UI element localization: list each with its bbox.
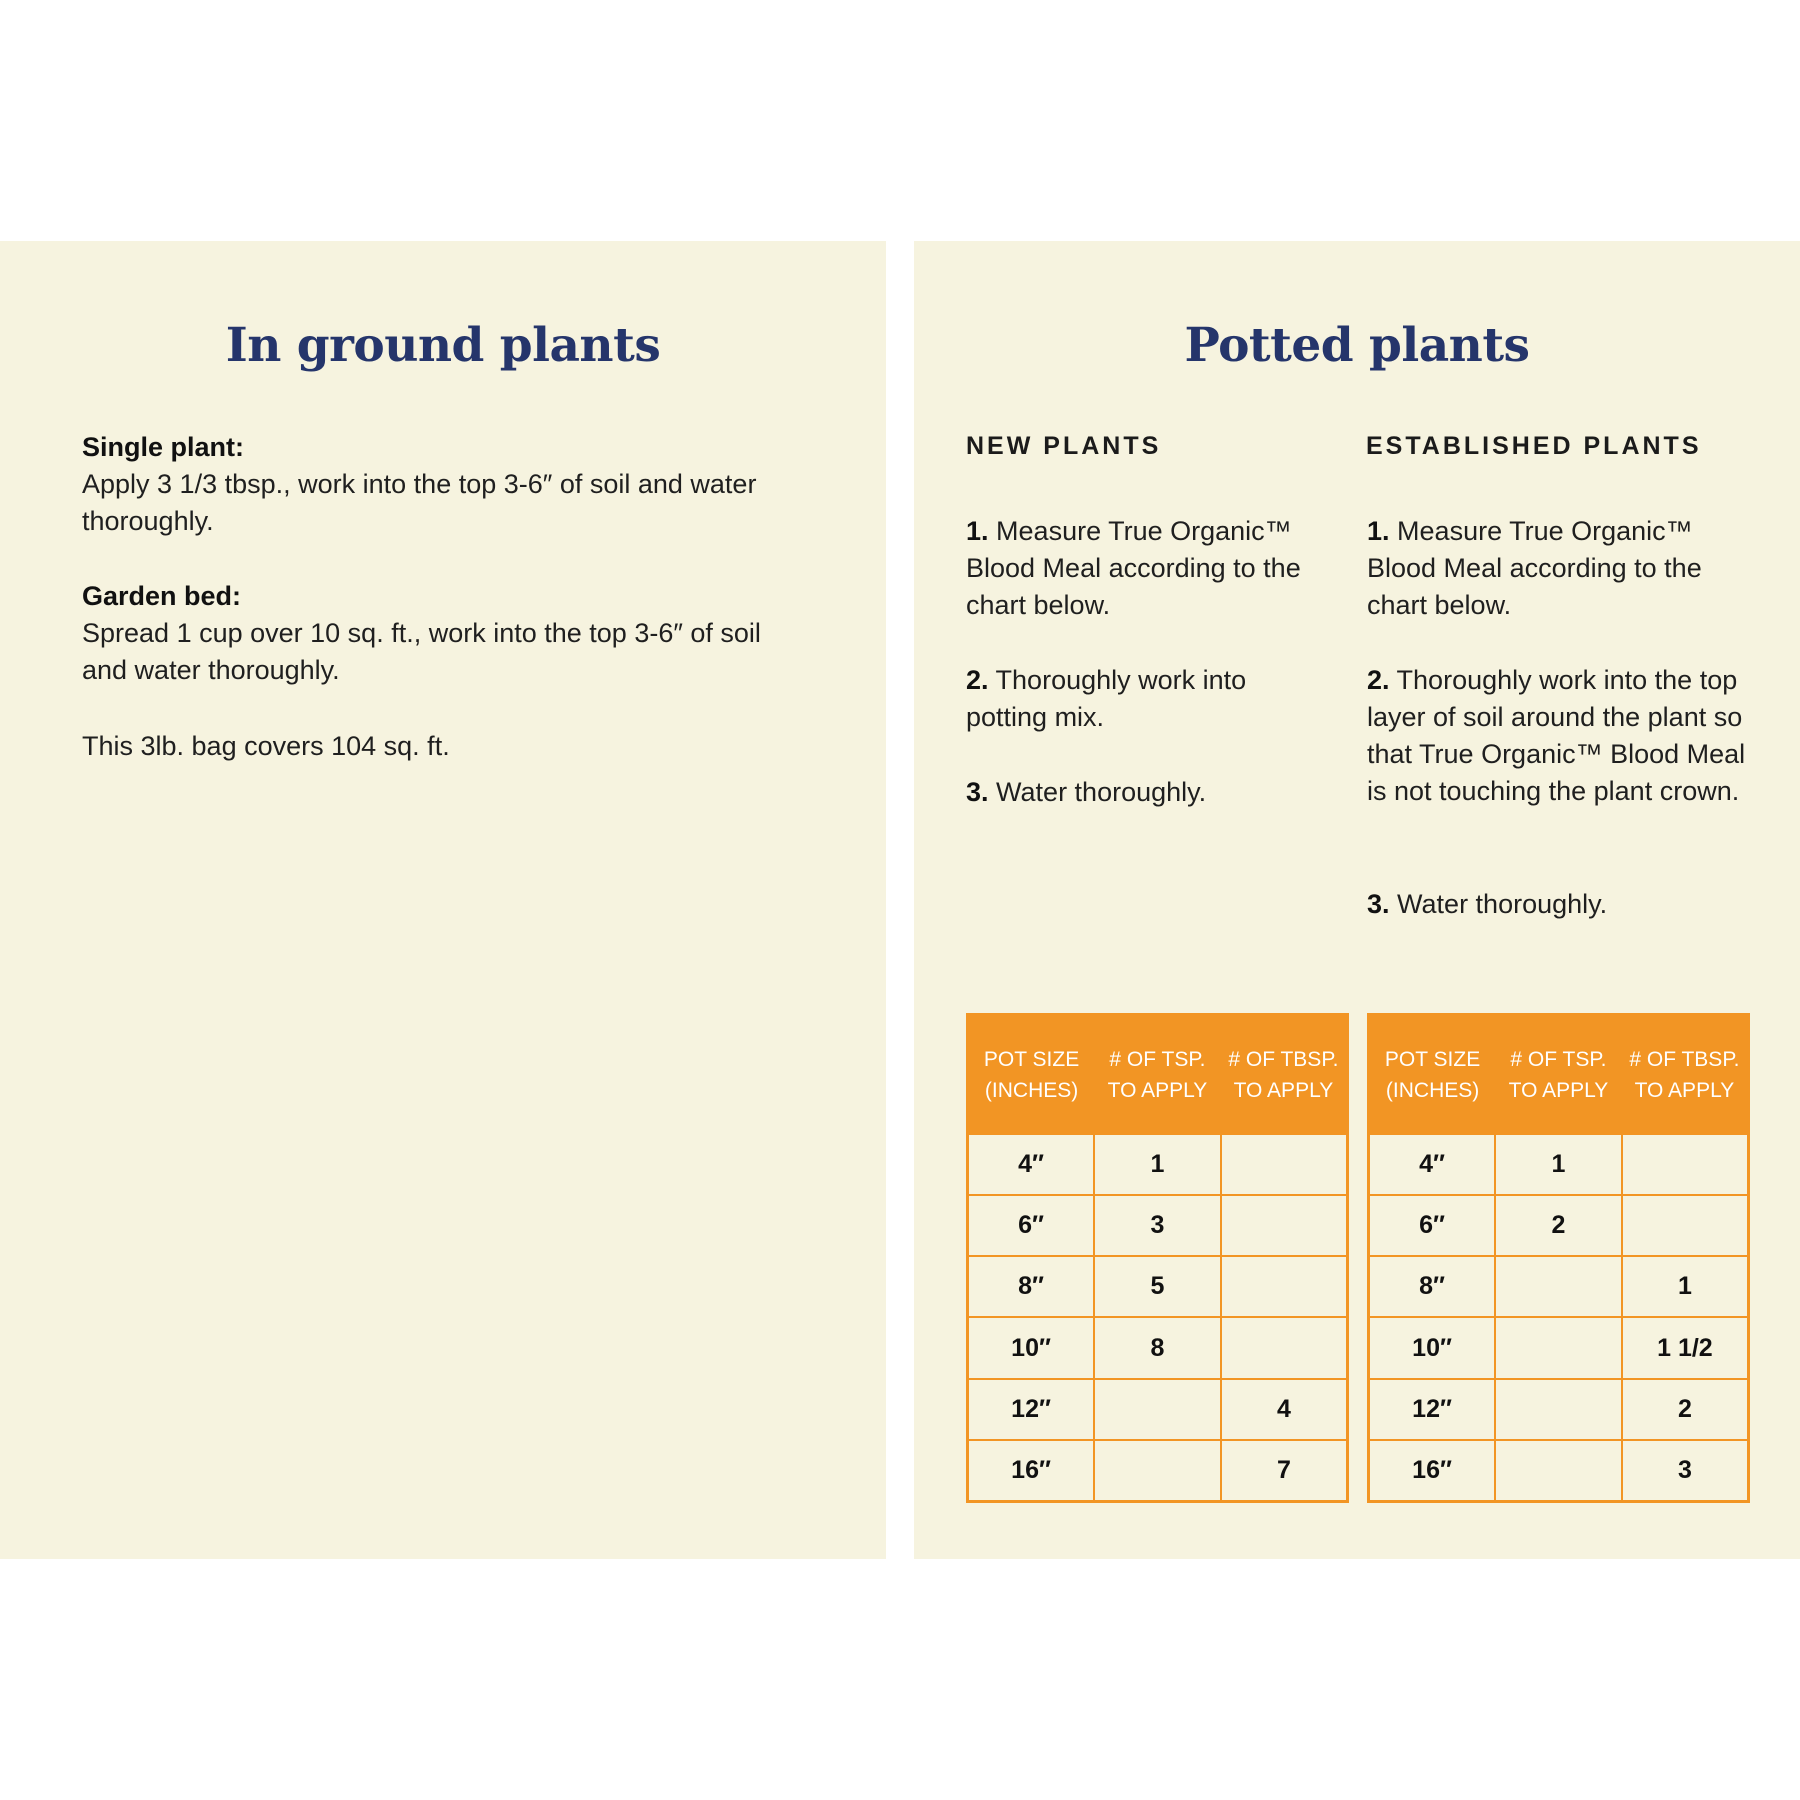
tsp-cell	[1094, 1440, 1221, 1502]
header-tsp: # OF TSP. TO APPLY	[1495, 1015, 1622, 1135]
step-text: Thoroughly work into potting mix.	[966, 665, 1247, 732]
pot-size-cell: 12″	[968, 1379, 1095, 1440]
pot-size-cell: 4″	[1369, 1134, 1496, 1195]
tbsp-cell	[1221, 1195, 1348, 1256]
established-step-2	[1367, 662, 1752, 810]
table-row	[1369, 1379, 1749, 1440]
tbsp-cell	[1622, 1195, 1749, 1256]
pot-size-cell: 6″	[1369, 1195, 1496, 1256]
in-ground-title: In ground plants	[225, 318, 661, 373]
coverage-text: This 3lb. bag covers 104 sq. ft.	[82, 731, 450, 761]
garden-bed-text: Spread 1 cup over 10 sq. ft., work into the top 3-6″ of soil and water thoroughly.	[82, 618, 761, 685]
step-number: 2.	[966, 665, 989, 695]
table-row	[968, 1317, 1348, 1378]
table-header-row	[968, 1015, 1348, 1135]
new-plants-heading: NEW PLANTS	[966, 432, 1162, 460]
step-number: 3.	[966, 777, 989, 807]
pot-size-cell: 10″	[1369, 1317, 1496, 1378]
step-number: 1.	[966, 516, 989, 546]
table-row	[968, 1134, 1348, 1195]
tsp-cell	[1495, 1317, 1622, 1378]
new-step-3	[966, 774, 1356, 811]
table-row	[1369, 1317, 1749, 1378]
pot-size-cell: 16″	[968, 1440, 1095, 1502]
new-step-2	[966, 662, 1286, 736]
tbsp-cell: 2	[1622, 1379, 1749, 1440]
pot-size-cell: 4″	[968, 1134, 1095, 1195]
established-step-3	[1367, 886, 1757, 923]
table-row	[1369, 1195, 1749, 1256]
step-text: Water thoroughly.	[1397, 889, 1608, 919]
header-tbsp: # OF TBSP. TO APPLY	[1622, 1015, 1749, 1135]
header-tsp: # OF TSP. TO APPLY	[1094, 1015, 1221, 1135]
tbsp-cell	[1221, 1317, 1348, 1378]
step-number: 2.	[1367, 665, 1390, 695]
table-row	[1369, 1134, 1749, 1195]
potted-title: Potted plants	[1184, 318, 1530, 373]
tbsp-cell: 1 1/2	[1622, 1317, 1749, 1378]
tsp-cell: 2	[1495, 1195, 1622, 1256]
tbsp-cell: 1	[1622, 1256, 1749, 1317]
tsp-cell: 1	[1094, 1134, 1221, 1195]
tbsp-cell	[1221, 1256, 1348, 1317]
pot-size-cell: 16″	[1369, 1440, 1496, 1502]
table-row	[968, 1440, 1348, 1502]
single-plant-text: Apply 3 1/3 tbsp., work into the top 3-6″ of soil and water thoroughly.	[82, 469, 757, 536]
established-plants-heading: ESTABLISHED PLANTS	[1366, 432, 1702, 460]
new-step-1	[966, 513, 1356, 624]
step-number: 1.	[1367, 516, 1390, 546]
table-row	[1369, 1256, 1749, 1317]
header-pot-size: POT SIZE (INCHES)	[1369, 1015, 1496, 1135]
pot-size-cell: 10″	[968, 1317, 1095, 1378]
step-text: Measure True Organic™ Blood Meal according to the chart below.	[1367, 516, 1702, 620]
table-header-row	[1369, 1015, 1749, 1135]
step-number: 3.	[1367, 889, 1390, 919]
tsp-cell	[1094, 1379, 1221, 1440]
step-text: Thoroughly work into the top layer of soil around the plant so that True Organic™ Blood Meal is not touching the plant crown.	[1367, 665, 1746, 806]
tbsp-cell: 4	[1221, 1379, 1348, 1440]
table-row	[1369, 1440, 1749, 1502]
garden-bed-label: Garden bed:	[82, 581, 242, 611]
tsp-cell: 8	[1094, 1317, 1221, 1378]
pot-size-cell: 12″	[1369, 1379, 1496, 1440]
established-step-1	[1367, 513, 1767, 624]
step-text: Water thoroughly.	[996, 777, 1207, 807]
step-text: Measure True Organic™ Blood Meal according to the chart below.	[966, 516, 1301, 620]
table-row	[968, 1379, 1348, 1440]
tbsp-cell	[1221, 1134, 1348, 1195]
pot-size-cell: 8″	[1369, 1256, 1496, 1317]
new-plants-dosage-table	[966, 1013, 1349, 1503]
tbsp-cell	[1622, 1134, 1749, 1195]
tsp-cell: 3	[1094, 1195, 1221, 1256]
tsp-cell	[1495, 1379, 1622, 1440]
tbsp-cell: 3	[1622, 1440, 1749, 1502]
single-plant-label: Single plant:	[82, 432, 244, 462]
pot-size-cell: 6″	[968, 1195, 1095, 1256]
header-tbsp: # OF TBSP. TO APPLY	[1221, 1015, 1348, 1135]
tbsp-cell: 7	[1221, 1440, 1348, 1502]
tsp-cell: 1	[1495, 1134, 1622, 1195]
table-row	[968, 1256, 1348, 1317]
tsp-cell	[1495, 1440, 1622, 1502]
header-pot-size: POT SIZE (INCHES)	[968, 1015, 1095, 1135]
pot-size-cell: 8″	[968, 1256, 1095, 1317]
table-row	[968, 1195, 1348, 1256]
established-plants-dosage-table	[1367, 1013, 1750, 1503]
tsp-cell: 5	[1094, 1256, 1221, 1317]
tsp-cell	[1495, 1256, 1622, 1317]
